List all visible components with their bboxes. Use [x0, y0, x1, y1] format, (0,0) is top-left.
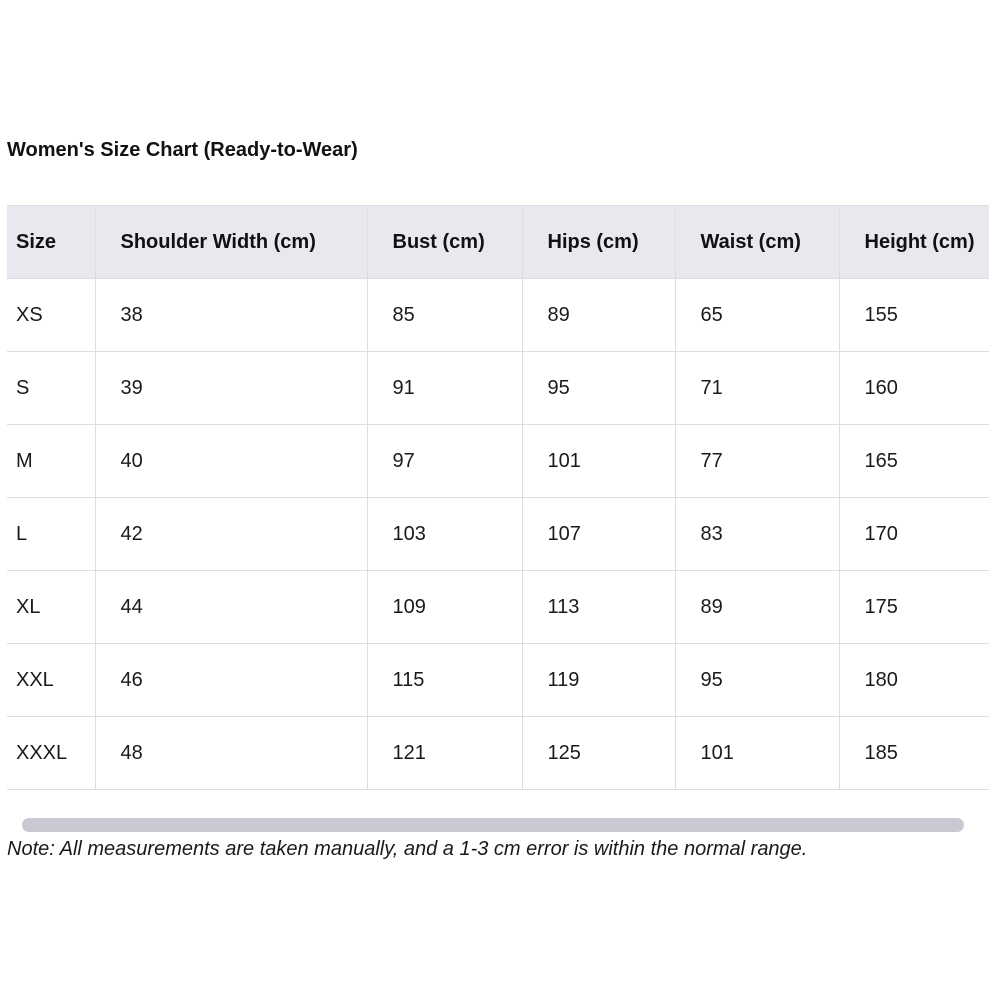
cell-waist: 83	[675, 498, 839, 571]
cell-shoulder-width: 46	[95, 644, 367, 717]
cell-bust: 85	[367, 279, 522, 352]
cell-bust: 115	[367, 644, 522, 717]
cell-waist: 95	[675, 644, 839, 717]
column-header-waist: Waist (cm)	[675, 206, 839, 279]
table-row	[7, 352, 989, 425]
cell-hips: 95	[522, 352, 675, 425]
table-header-row	[7, 206, 989, 279]
cell-size: XS	[7, 279, 95, 352]
cell-size: L	[7, 498, 95, 571]
table-row	[7, 571, 989, 644]
cell-bust: 121	[367, 717, 522, 790]
table-row	[7, 498, 989, 571]
cell-size: M	[7, 425, 95, 498]
cell-height: 165	[839, 425, 989, 498]
size-table-container	[7, 205, 989, 799]
cell-hips: 107	[522, 498, 675, 571]
cell-shoulder-width: 40	[95, 425, 367, 498]
cell-height: 175	[839, 571, 989, 644]
cell-bust: 97	[367, 425, 522, 498]
cell-shoulder-width: 38	[95, 279, 367, 352]
cell-hips: 119	[522, 644, 675, 717]
size-table	[7, 205, 989, 790]
page-title: Women's Size Chart (Ready-to-Wear)	[7, 139, 358, 161]
column-header-size: Size	[7, 206, 95, 279]
column-header-shoulder-width: Shoulder Width (cm)	[95, 206, 367, 279]
column-header-height: Height (cm)	[839, 206, 989, 279]
cell-height: 155	[839, 279, 989, 352]
cell-waist: 77	[675, 425, 839, 498]
cell-size: XXL	[7, 644, 95, 717]
cell-size: XXXL	[7, 717, 95, 790]
cell-height: 160	[839, 352, 989, 425]
measurement-note: Note: All measurements are taken manually, and a 1-3 cm error is within the normal range.	[7, 838, 808, 860]
cell-waist: 71	[675, 352, 839, 425]
cell-size: S	[7, 352, 95, 425]
cell-bust: 109	[367, 571, 522, 644]
column-header-bust: Bust (cm)	[367, 206, 522, 279]
cell-shoulder-width: 42	[95, 498, 367, 571]
table-row	[7, 717, 989, 790]
cell-bust: 91	[367, 352, 522, 425]
cell-hips: 101	[522, 425, 675, 498]
cell-height: 170	[839, 498, 989, 571]
cell-waist: 65	[675, 279, 839, 352]
cell-waist: 101	[675, 717, 839, 790]
cell-size: XL	[7, 571, 95, 644]
table-row	[7, 425, 989, 498]
horizontal-scrollbar[interactable]	[22, 818, 964, 832]
cell-hips: 113	[522, 571, 675, 644]
column-header-hips: Hips (cm)	[522, 206, 675, 279]
cell-waist: 89	[675, 571, 839, 644]
cell-shoulder-width: 39	[95, 352, 367, 425]
cell-shoulder-width: 44	[95, 571, 367, 644]
table-row	[7, 644, 989, 717]
cell-height: 185	[839, 717, 989, 790]
cell-shoulder-width: 48	[95, 717, 367, 790]
table-row	[7, 279, 989, 352]
scrollbar-thumb[interactable]	[22, 818, 964, 832]
cell-height: 180	[839, 644, 989, 717]
cell-hips: 89	[522, 279, 675, 352]
cell-bust: 103	[367, 498, 522, 571]
cell-hips: 125	[522, 717, 675, 790]
